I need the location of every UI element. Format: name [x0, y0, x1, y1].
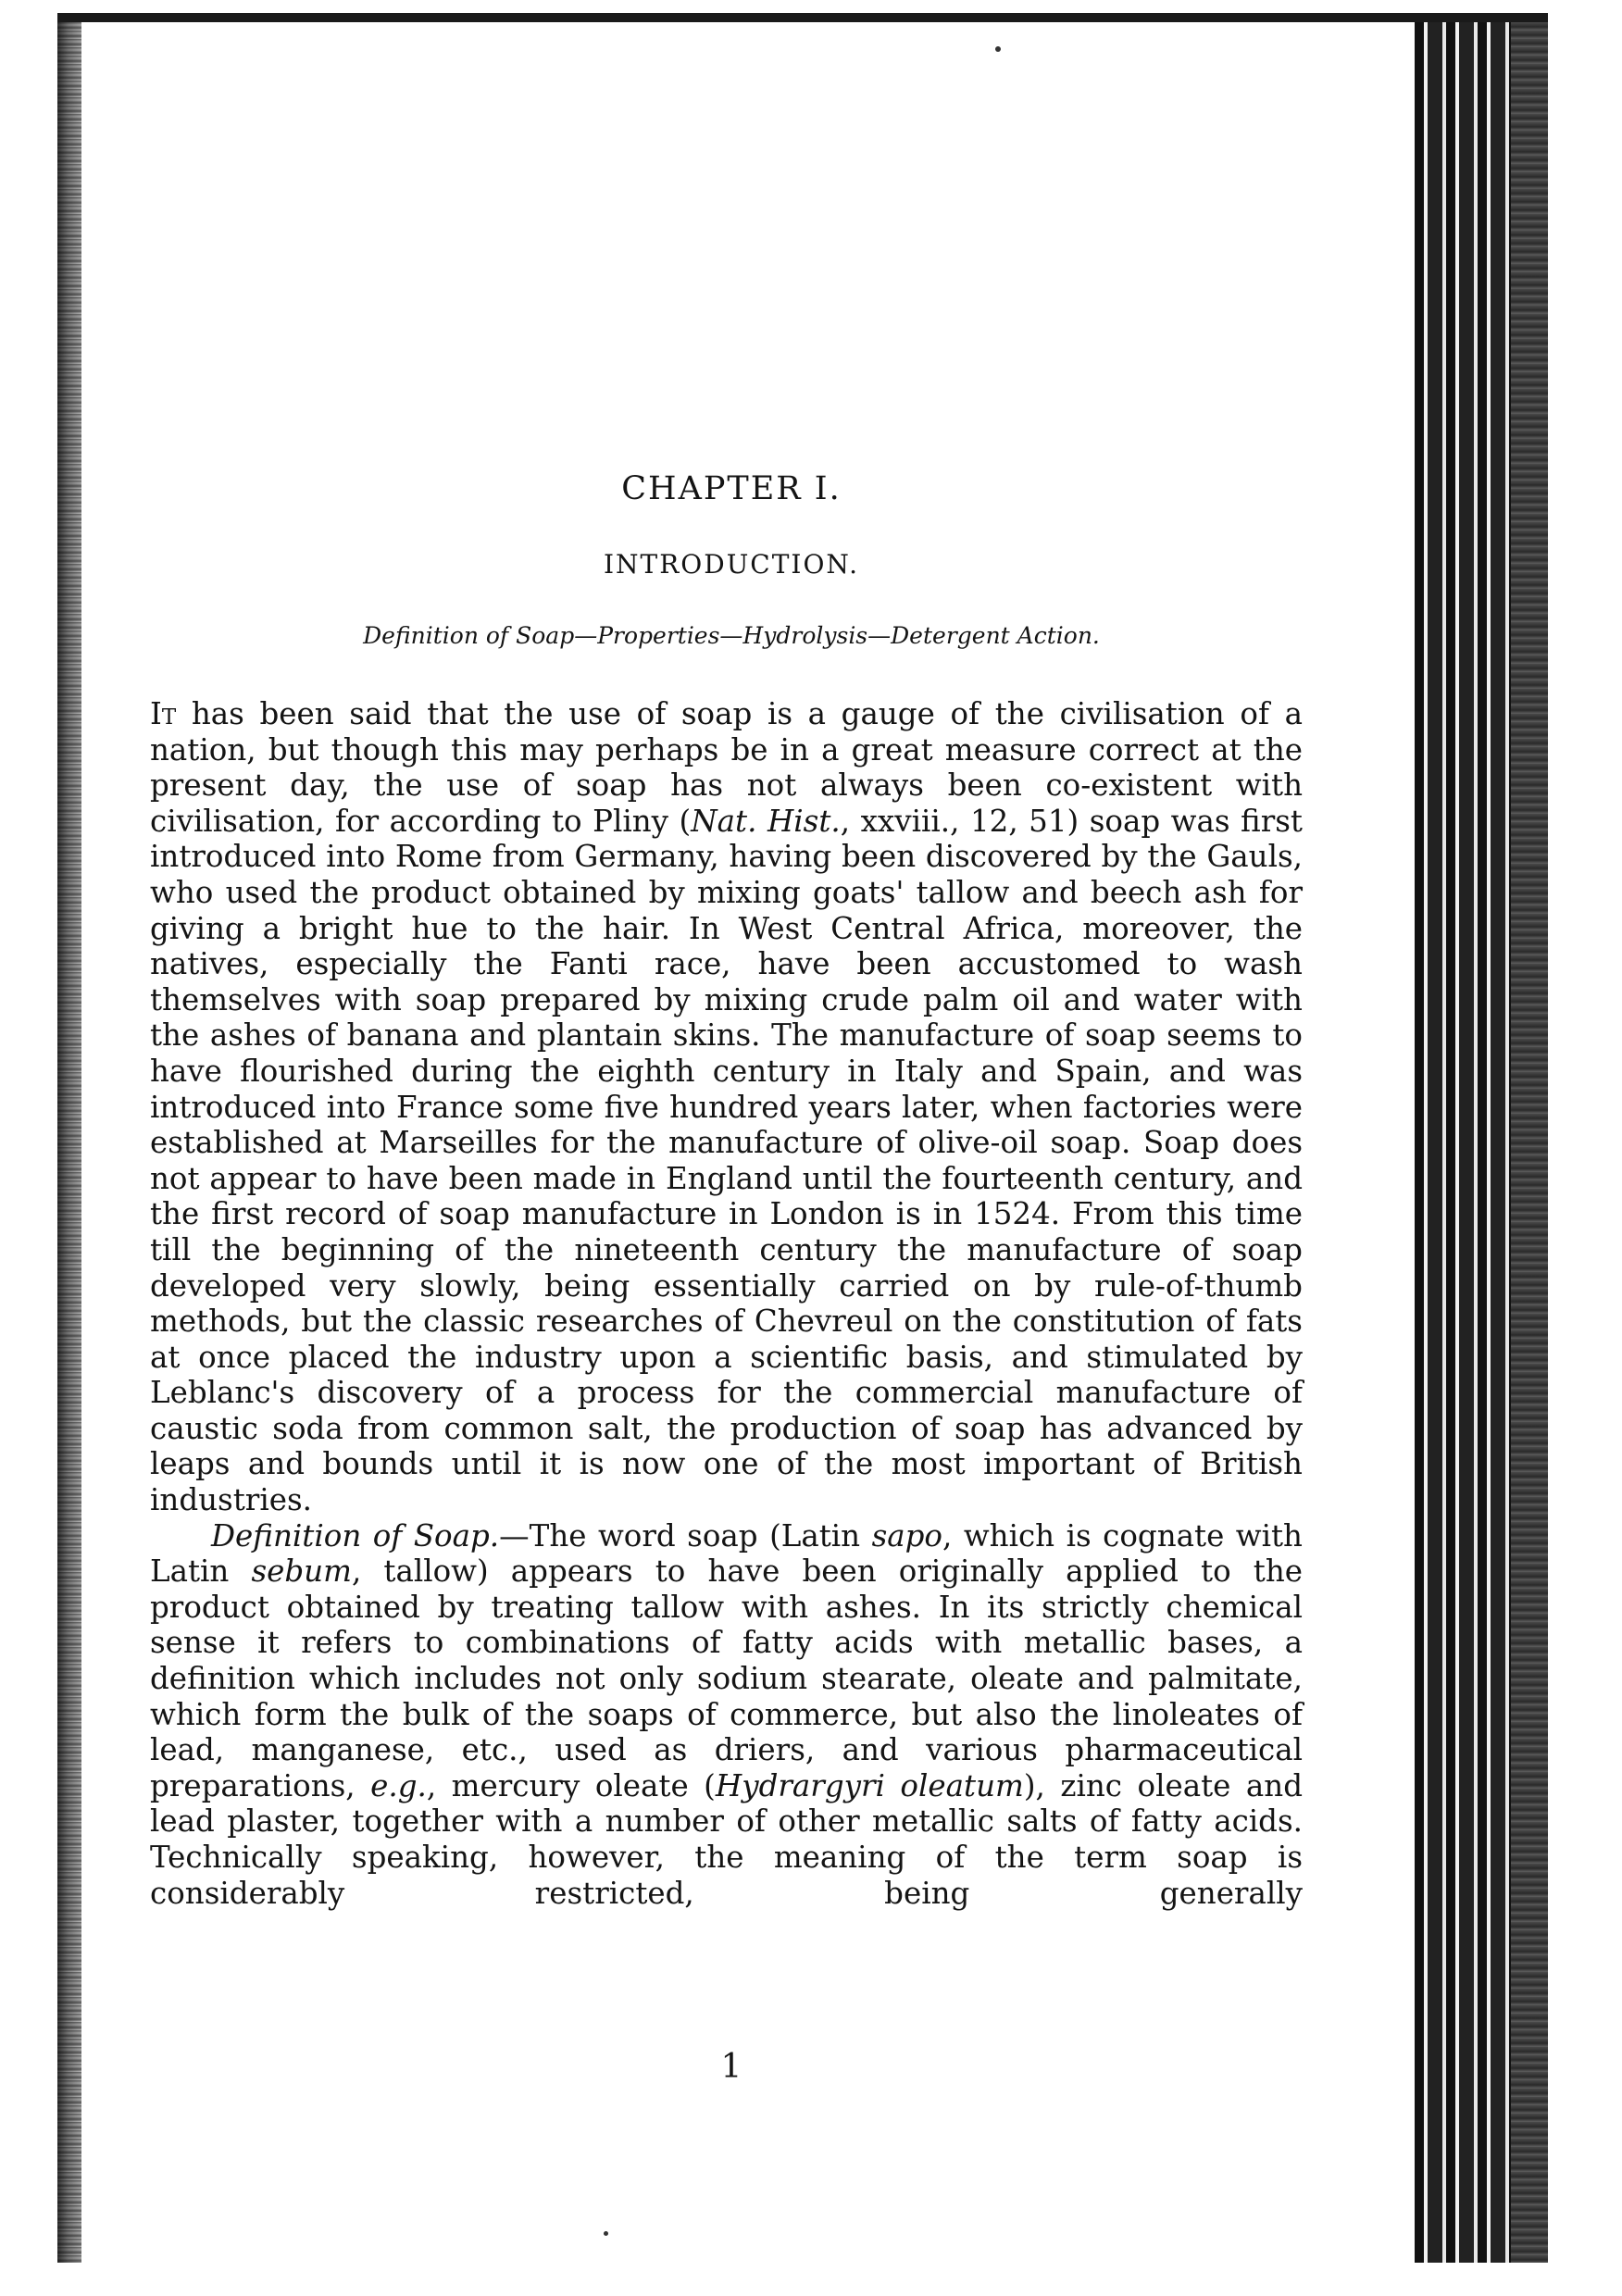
paragraph-heading: Definition of Soap.: [211, 1517, 500, 1554]
scan-speck: [995, 46, 1001, 52]
drop-cap: It: [150, 696, 177, 731]
scan-speck: [604, 2231, 608, 2236]
section-title: INTRODUCTION.: [603, 549, 860, 580]
book-spine-shadow: [1511, 22, 1548, 2263]
page-number: 1: [720, 2048, 742, 2086]
paragraph-definition-of-soap: Definition of Soap.—The word soap (Latin sapo, which is cognate with Latin sebum, tallow) appears to have been originally applied to the product obtained by treating tallow with ashes. In its strictly chemical sense it refers to combinations of fatty acids with metallic bases, a definition which includes not only sodium stearate, oleate and palmitate, which form the bulk of the soaps of commerce, but also the linoleates of lead, manganese, etc., used as driers, and various pharmaceutical preparations, e.g., mercury oleate (Hydrargyri oleatum), zinc oleate and lead plaster, together with a number of other metallic salts of fatty acids. Technically speaking, however, the meaning of the term soap is considerably restricted, being generally: [150, 1517, 1303, 1911]
chapter-title: CHAPTER I.: [621, 470, 842, 507]
paragraph-introduction: It has been said that the use of soap is a gauge of the civilisation of a nation, but though this may perhaps be in a great measure correct at the present day, the use of soap has not always been co-existent with civilisation, for according to Pliny (Nat. Hist., xxviii., 12, 51) soap was first introduced into Rome from Germany, having been discovered by the Gauls, who used the product obtained by mixing goats' tallow and beech ash for giving a bright hue to the hair. In West Central Africa, moreover, the natives, especially the Fanti race, have been accustomed to wash themselves with soap prepared by mixing crude palm oil and water with the ashes of banana and plantain skins. The manufacture of soap seems to have flourished during the eighth century in Italy and Spain, and was introduced into France some five hundred years later, when factories were established at Marseilles for the manufacture of olive-oil soap. Soap does not appear to have been made in England until the fourteenth century, and the first record of soap manufacture in London is in 1524. From this time till the beginning of the nineteenth century the manufacture of soap developed very slowly, being essentially carried on by rule-of-thumb methods, but the classic researches of Chevreul on the constitution of fats at once placed the industry upon a scientific basis, and stimulated by Leblanc's discovery of a process for the commercial manufacture of caustic soda from common salt, the production of soap has advanced by leaps and bounds until it is now one of the most important of British industries.: [150, 696, 1303, 1518]
scan-left-edge: [57, 22, 81, 2263]
page-top-border: [57, 13, 1548, 22]
chapter-subtitle: Definition of Soap—Properties—Hydrolysis—Detergent Action.: [363, 622, 1100, 649]
body-text: [150, 696, 1303, 1911]
